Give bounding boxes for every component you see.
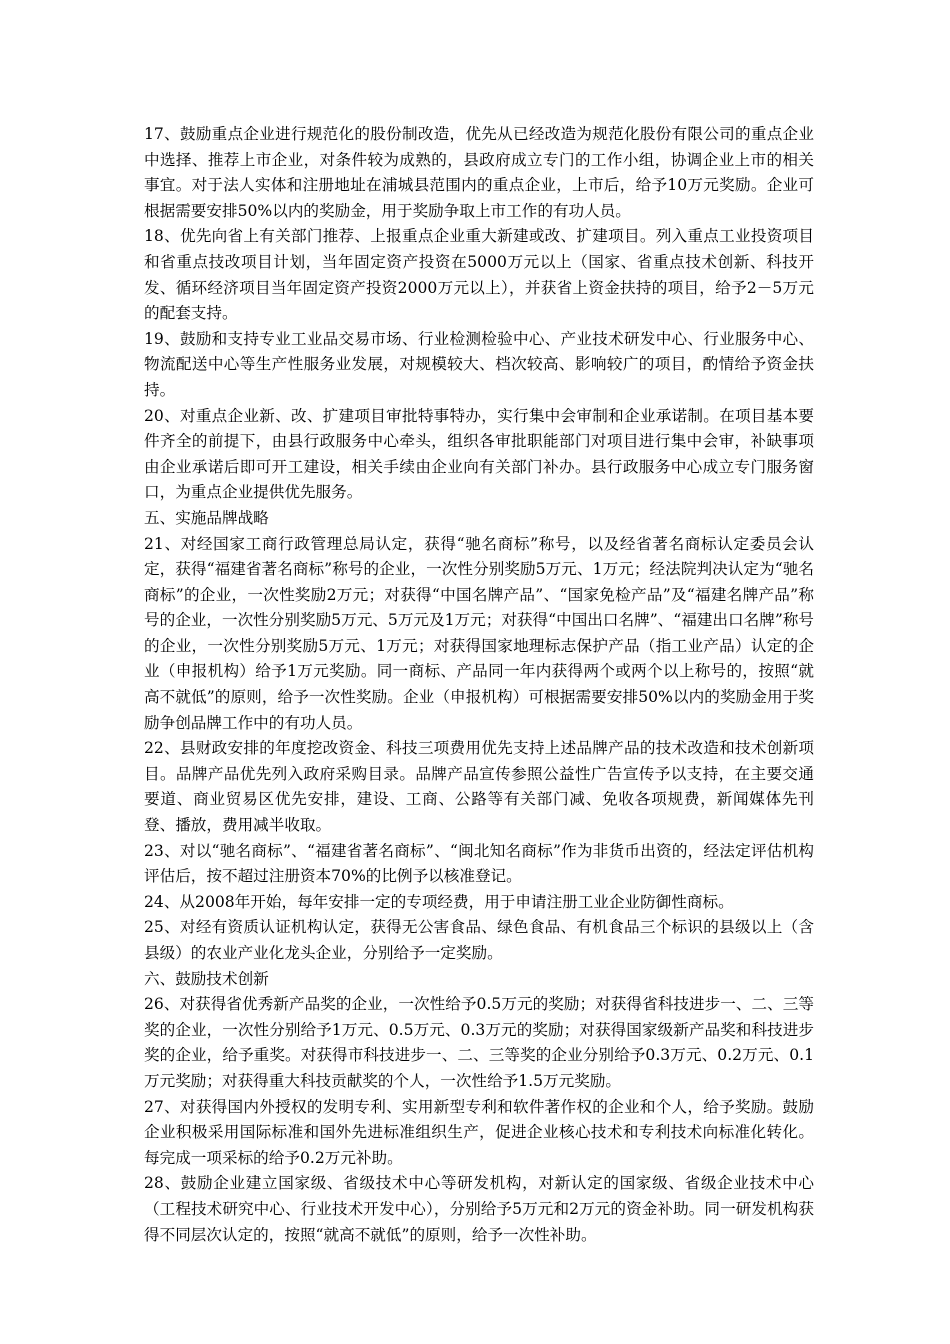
paragraph-19: 19、鼓励和支持专业工业品交易市场、行业检测检验中心、产业技术研发中心、行业服务中心、物流配送中心等生产性服务业发展，对规模较大、档次较高、影响较广的项目，酌情给予资金扶持。	[144, 329, 814, 399]
paragraph-21: 21、对经国家工商行政管理总局认定，获得“驰名商标”称号，以及经省著名商标认定委员会认定，获得“福建省著名商标”称号的企业，一次性分别奖励5万元、1万元；经法院判决认定为“驰名商标”的企业，一次性奖励2万元；对获得“中国名牌产品”、“国家免检产品”及“福建名牌产品”称号的企业，一次性分别奖励5万元、5万元及1万元；对获得“中国出口名牌”、“福建出口名牌”称号的企业，一次性分别奖励5万元、1万元；对获得国家地理标志保护产品（指工业产品）认定的企业（申报机构）给予1万元奖励。同一商标、产品同一年内获得两个或两个以上称号的，按照“就高不就低”的原则，给予一次性奖励。企业（申报机构）可根据需要安排50%以内的奖励金用于奖励争创品牌工作中的有功人员。	[144, 534, 814, 732]
paragraph-26: 26、对获得省优秀新产品奖的企业，一次性给予0.5万元的奖励；对获得省科技进步一、二、三等奖的企业，一次性分别给予1万元、0.5万元、0.3万元的奖励；对获得国家级新产品奖和科技进步奖的企业，给予重奖。对获得市科技进步一、二、三等奖的企业分别给予0.3万元、0.2万元、0.1万元奖励；对获得重大科技贡献奖的个人，一次性给予1.5万元奖励。	[144, 995, 814, 1090]
section-heading-brand-strategy: 五、实施品牌战略	[144, 508, 269, 527]
section-heading-tech-innovation: 六、鼓励技术创新	[144, 969, 269, 988]
document-body	[144, 122, 814, 1248]
paragraph-22: 22、县财政安排的年度挖改资金、科技三项费用优先支持上述品牌产品的技术改造和技术创新项目。品牌产品优先列入政府采购目录。品牌产品宣传参照公益性广告宣传予以支持，在主要交通要道、商业贸易区优先安排，建设、工商、公路等有关部门减、免收各项规费，新闻媒体先刊登、播放，费用减半收取。	[144, 739, 814, 835]
paragraph-24: 24、从2008年开始，每年安排一定的专项经费，用于申请注册工业企业防御性商标。	[144, 892, 734, 911]
paragraph-28: 28、鼓励企业建立国家级、省级技术中心等研发机构，对新认定的国家级、省级企业技术中心（工程技术研究中心、行业技术开发中心），分别给予5万元和2万元的资金补助。同一研发机构获得不同层次认定的，按照“就高不就低”的原则，给予一次性补助。	[144, 1174, 814, 1244]
paragraph-17: 17、鼓励重点企业进行规范化的股份制改造，优先从已经改造为规范化股份有限公司的重点企业中选择、推荐上市企业，对条件较为成熟的，县政府成立专门的工作小组，协调企业上市的相关事宜。对于法人实体和注册地址在浦城县范围内的重点企业，上市后，给予10万元奖励。企业可根据需要安排50%以内的奖励金，用于奖励争取上市工作的有功人员。	[144, 125, 814, 220]
paragraph-18: 18、优先向省上有关部门推荐、上报重点企业重大新建或改、扩建项目。列入重点工业投资项目和省重点技改项目计划，当年固定资产投资在5000万元以上（国家、省重点技术创新、科技开发、循环经济项目当年固定资产投资2000万元以上），并获省上资金扶持的项目，给予2－5万元的配套支持。	[144, 227, 814, 323]
paragraph-27: 27、对获得国内外授权的发明专利、实用新型专利和软件著作权的企业和个人，给予奖励。鼓励企业积极采用国际标准和国外先进标准组织生产，促进企业核心技术和专利技术向标准化转化。每完成一项采标的给予0.2万元补助。	[144, 1097, 814, 1167]
paragraph-25: 25、对经有资质认证机构认定，获得无公害食品、绿色食品、有机食品三个标识的县级以上（含县级）的农业产业化龙头企业，分别给予一定奖励。	[144, 918, 814, 962]
paragraph-23: 23、对以“驰名商标”、“福建省著名商标”、“闽北知名商标”作为非货币出资的，经法定评估机构评估后，按不超过注册资本70%的比例予以核准登记。	[144, 841, 814, 886]
paragraph-20: 20、对重点企业新、改、扩建项目审批特事特办，实行集中会审制和企业承诺制。在项目基本要件齐全的前提下，由县行政服务中心牵头，组织各审批职能部门对项目进行集中会审，补缺事项由企业承诺后即可开工建设，相关手续由企业向有关部门补办。县行政服务中心成立专门服务窗口，为重点企业提供优先服务。	[144, 406, 814, 502]
